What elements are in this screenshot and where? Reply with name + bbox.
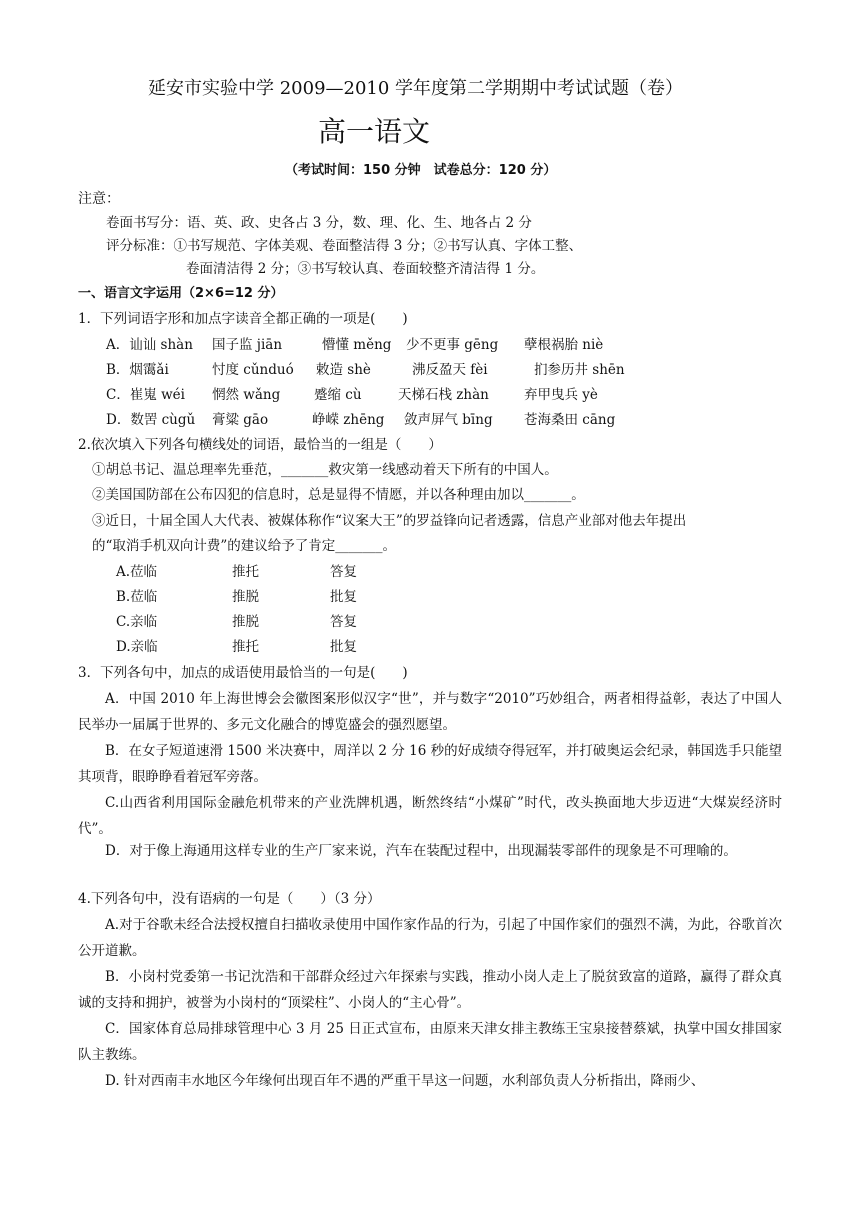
q2-d-word-1: D.亲临: [116, 639, 158, 655]
q1-stem: 1．下列词语字形和加点字读音全都正确的一项是( ): [78, 311, 408, 327]
notes-heading: 注意：: [78, 191, 120, 207]
q2-c-word-3: 答复: [330, 614, 357, 630]
q2-b-word-3: 批复: [330, 589, 357, 605]
notes-line-1: 卷面书写分：语、英、政、史各占 3 分，数、理、化、生、地各占 2 分: [106, 215, 532, 231]
q1-b-item-1: B．烟霭ǎi: [106, 362, 169, 378]
q1-d-item-5: 苍海桑田 cāng: [524, 412, 616, 428]
q4-option-a: A.对于谷歌未经合法授权擅自扫描收录使用中国作家作品的行为，引起了中国作家们的强烈不满，为此，谷歌首次公开道歉。: [78, 917, 782, 959]
q1-b-item-3: 敕造 shè: [316, 362, 371, 378]
q1-c-item-4: 天梯石栈 zhàn: [398, 387, 489, 403]
q2-b-word-2: 推脱: [232, 589, 259, 605]
exam-info: （考试时间：150 分钟 试卷总分：120 分）: [285, 163, 557, 178]
q1-d-item-2: 膏粱 gāo: [212, 412, 269, 428]
notes-line-3: 卷面清洁得 2 分；③书写较认真、卷面较整齐清洁得 1 分。: [186, 261, 545, 277]
q2-stem: 2.依次填入下列各句横线处的词语，最恰当的一组是（ ）: [78, 437, 442, 453]
q1-b-item-5: 扪参历井 shēn: [534, 362, 625, 378]
q1-a-item-1: A．讪讪 shàn: [106, 337, 193, 353]
q4-option-c: C．国家体育总局排球管理中心 3 月 25 日正式宣布，由原来天津女排主教练王宝泉接替蔡斌，执掌中国女排国家队主教练。: [78, 1021, 782, 1063]
q2-sentence-3b: 的“取消手机双向计费”的建议给予了肯定_______。: [92, 538, 397, 554]
q1-d-item-3: 峥嵘 zhēng: [312, 412, 385, 428]
section-1-title: 一、语言文字运用（2×6=12 分）: [78, 286, 284, 301]
q1-a-item-4: 少不更事 gēng: [406, 337, 499, 353]
q2-a-word-2: 推托: [232, 564, 259, 580]
q2-sentence-3a: ③近日，十届全国人大代表、被媒体称作“议案大王”的罗益锋向记者透露，信息产业部对他去年提出: [92, 513, 687, 529]
q2-b-word-1: B.莅临: [116, 589, 158, 605]
q1-b-item-4: 沸反盈天 fèi: [412, 362, 488, 378]
q2-d-word-3: 批复: [330, 639, 357, 655]
q3-stem: 3．下列各句中，加点的成语使用最恰当的一句是( ): [78, 665, 408, 681]
q1-a-item-3: 懵懂 měng: [322, 337, 392, 353]
q2-d-word-2: 推托: [232, 639, 259, 655]
q1-a-item-2: 国子监 jiān: [212, 337, 283, 353]
q3-option-c: C.山西省利用国际金融危机带来的产业洗牌机遇，断然终结“小煤矿”时代，改头换面地大步迈进“大煤炭经济时代”。: [78, 795, 782, 837]
q3-option-b: B．在女子短道速滑 1500 米决赛中，周洋以 2 分 16 秒的好成绩夺得冠军，并打破奥运会纪录，韩国选手只能望其项背，眼睁睁看着冠军旁落。: [78, 743, 782, 785]
q1-c-item-5: 弃甲曳兵 yè: [524, 387, 598, 403]
q4-option-b: B．小岗村党委第一书记沈浩和干部群众经过六年探索与实践，推动小岗人走上了脱贫致富的道路，赢得了群众真诚的支持和拥护，被誉为小岗村的“顶梁柱”、小岗人的“主心骨”。: [78, 969, 782, 1011]
q2-sentence-2: ②美国国防部在公布囚犯的信息时，总是显得不情愿，并以各种理由加以_______。: [92, 487, 585, 503]
q2-a-word-3: 答复: [330, 564, 357, 580]
subject-title: 高一语文: [318, 115, 431, 148]
q1-a-item-5: 孽根祸胎 niè: [524, 337, 604, 353]
q3-option-a: A．中国 2010 年上海世博会会徽图案形似汉字“世”，并与数字“2010”巧妙组合，两者相得益彰，表达了中国人民举办一届属于世界的、多元文化融合的博览盛会的强烈愿望。: [78, 691, 782, 733]
q4-option-d: D. 针对西南丰水地区今年缘何出现百年不遇的严重干旱这一问题，水利部负责人分析指出，降雨少、: [105, 1073, 705, 1089]
q2-c-word-1: C.亲临: [116, 614, 158, 630]
notes-line-2: 评分标准：①书写规范、字体美观、卷面整洁得 3 分；②书写认真、字体工整、: [106, 238, 583, 254]
q2-sentence-1: ①胡总书记、温总理率先垂范，_______救灾第一线感动着天下所有的中国人。: [92, 462, 558, 478]
q2-c-word-2: 推脱: [232, 614, 259, 630]
q1-b-item-2: 忖度 cǔnduó: [212, 362, 294, 378]
q2-a-word-1: A.莅临: [116, 564, 158, 580]
q3-option-d: D．对于像上海通用这样专业的生产厂家来说，汽车在装配过程中，出现漏装零部件的现象是不可理喻的。: [105, 843, 737, 859]
q1-c-item-3: 蹙缩 cù: [314, 387, 362, 403]
q1-d-item-4: 敛声屏气 bīng: [404, 412, 493, 428]
q1-c-item-2: 惘然 wǎng: [212, 387, 281, 403]
q4-stem: 4.下列各句中，没有语病的一句是（ ）（3 分）: [78, 891, 381, 907]
q1-c-item-1: C．崔嵬 wéi: [106, 387, 185, 403]
q1-d-item-1: D．数罟 cùgǔ: [106, 412, 196, 428]
school-title: 延安市实验中学 2009—2010 学年度第二学期期中考试试题（卷）: [148, 78, 684, 99]
